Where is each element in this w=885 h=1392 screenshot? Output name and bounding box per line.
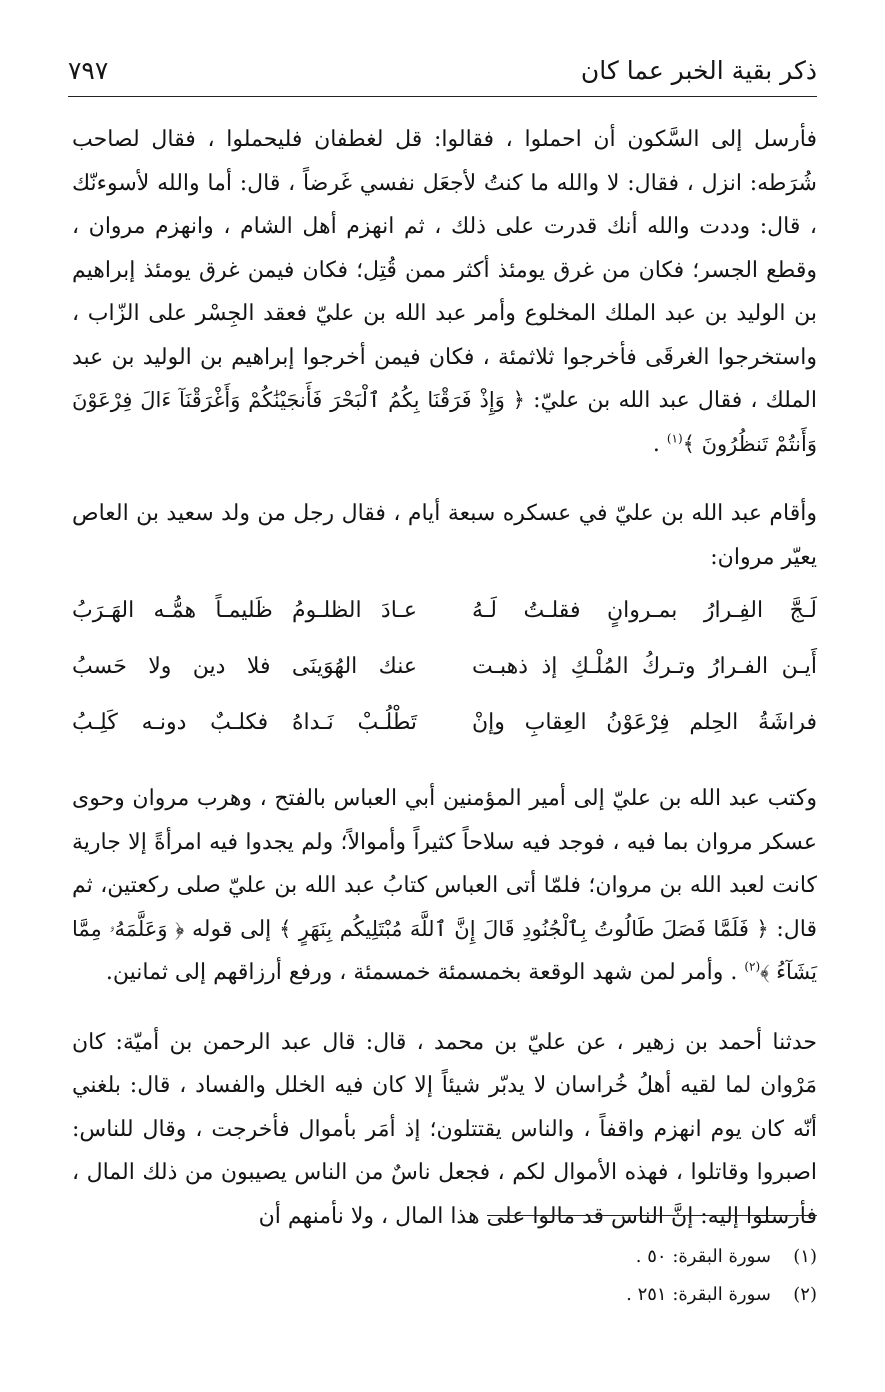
main-text: [72, 118, 817, 1238]
quran-quote-3: ﴿ وَعَلَّمَهُۥ مِمَّا يَشَآءُ ﴾: [72, 916, 817, 984]
header-rule: [68, 96, 817, 97]
footnote-text: سورة البقرة: ٢٥١ .: [626, 1284, 771, 1305]
paragraph-4-text: حدثنا أحمد بن زهير ، عن عليّ بن محمد ، قال: قال عبد الرحمن بن أميّة: كان مَرْوان لما لقيه أهلُ خُراسان لا يدبّر شيئاً إلا كان فيه الخلل والفساد ، قال: بلغني أنّه كان يوم انهزم واقفاً ، والناس يقتتلون؛ إذ أمَر بأموال فأخرجت ، وقال للناس: اصبروا وقاتلوا ، فهذه الأموال لكم ، فجعل ناسٌ من الناس يصيبون من ذلك المال ، فأرسلوا إليه: إنَّ الناس قد مالوا على هذا المال ، ولا نأمنهم أن: [72, 1029, 817, 1229]
page-number: ٧٩٧: [68, 56, 109, 85]
footnote-rule: [487, 1215, 817, 1216]
paragraph-2: [72, 492, 817, 579]
paragraph-1-end: .: [652, 431, 667, 457]
verse-second-hemistich: عنك الهُوَينَى فلا دين ولا حَسبُ: [72, 654, 417, 680]
verse-first-hemistich: أَيـن الفـرارُ وتـركُ المُلْـكِ إذ ذهبـت: [472, 654, 817, 680]
quran-quote-1: ﴿ وَإِذْ فَرَقْنَا بِكُمُ ٱلْبَحْرَ فَأَنجَيْنَٰكُمْ وَأَغْرَقْنَآ ءَالَ فِرْعَوْنَ وَأَنتُمْ تَنظُرُونَ ﴾: [72, 388, 817, 456]
paragraph-3-end: . وأمر لمن شهد الوقعة بخمسمئة خمسمئة ، ورفع أرزاقهم إلى ثمانين.: [105, 960, 745, 985]
poem-verse: [72, 583, 817, 639]
verse-second-hemistich: عـادَ الظلـومُ ظَليمـاً همُّـه الهَـرَبُ: [72, 598, 417, 624]
poem-verse: [72, 695, 817, 751]
paragraph-1-text: فأرسل إلى السَّكون أن احملوا ، فقالوا: قل لغطفان فليحملوا ، فقال لصاحب شُرَطه: انزل ، فقال: لا والله ما كنتُ لأجعَل نفسي غَرضاً ، قال: أما والله لأسوءنّك ، قال: وددت والله أنك قدرت على ذلك ، ثم انهزم أهل الشام ، وانهزم مروان ، وقطع الجسر؛ فكان من غرق يومئذ أكثر ممن قُتِل؛ فكان فيمن غرق يومئذ إبراهيم بن الوليد بن عبد الملك المخلوع وأمر عبد الله بن عليّ فعقد الجِسْر على الزّاب ، واستخرجوا الغرقَى فأخرجوا ثلاثمئة ، فكان فيمن أخرجوا إبراهيم بن الوليد بن عبد الملك ، فقال عبد الله بن عليّ:: [72, 127, 817, 413]
footnotes: [417, 1238, 817, 1314]
footnote-number: (٢): [793, 1284, 817, 1305]
footnote-ref-2: (٢): [744, 959, 761, 974]
paragraph-4: [72, 1021, 817, 1239]
page-header: [68, 52, 817, 92]
paragraph-3-mid: إلى قوله: [184, 916, 280, 942]
paragraph-3-text: وكتب عبد الله بن عليّ إلى أمير المؤمنين أبي العباس بالفتح ، وهرب مروان وحوى عسكر مروان بما فيه ، فوجد فيه سلاحاً كثيراً وأموالاً؛ ولم يجدوا فيه امرأةً إلا جارية كانت لعبد الله بن مروان؛ فلمّا أتى العباس كتابُ عبد الله بن عليّ صلى ركعتين، ثم قال:: [72, 786, 817, 942]
footnote: [417, 1276, 817, 1314]
quran-quote-2: ﴿ فَلَمَّا فَصَلَ طَالُوتُ بِٱلْجُنُودِ قَالَ إِنَّ ٱللَّهَ مُبْتَلِيكُم بِنَهَرٍ ﴾: [279, 916, 769, 941]
verse-first-hemistich: لَـجَّ الفِـرارُ بمـروانٍ فقلـتُ لَـهُ: [472, 598, 817, 624]
paragraph-3: [72, 777, 817, 995]
paragraph-2-text: وأقام عبد الله بن عليّ في عسكره سبعة أيام ، فقال رجل من ولد سعيد بن العاص يعيّر مروان:: [72, 501, 817, 570]
verse-first-hemistich: فراشَةُ الحِلم فِرْعَوْنُ العِقابِ وإنْ: [472, 710, 817, 736]
paragraph-1: [72, 118, 817, 466]
footnote: [417, 1238, 817, 1276]
poem: [72, 583, 817, 751]
verse-second-hemistich: تَطْلُـبْ نَـداهُ فكلـبٌ دونـه كَلِـبُ: [72, 710, 417, 736]
running-title: ذكر بقية الخبر عما كان: [580, 56, 817, 85]
footnote-ref-1: (١): [666, 431, 683, 446]
poem-verse: [72, 639, 817, 695]
footnote-text: سورة البقرة: ٥٠ .: [635, 1246, 771, 1267]
footnote-number: (١): [793, 1246, 817, 1267]
